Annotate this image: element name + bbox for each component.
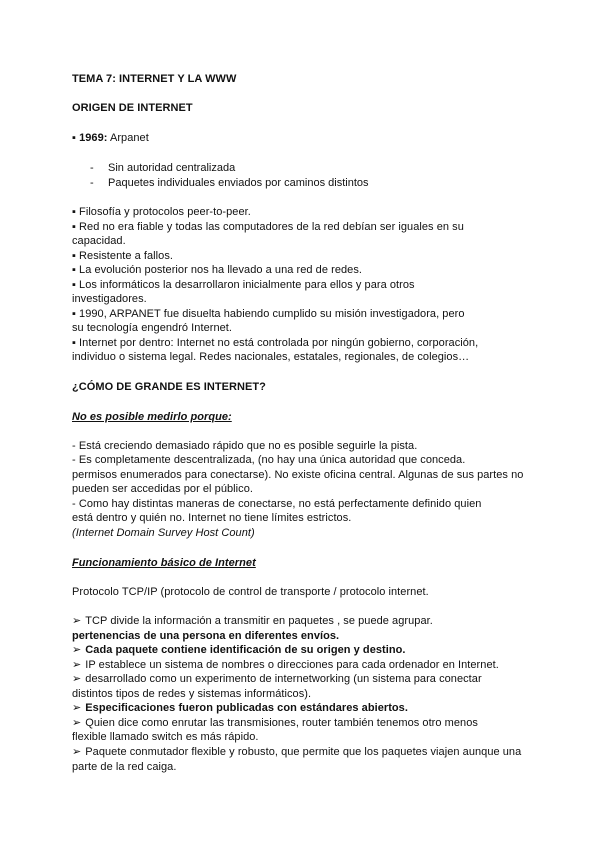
bullet-line: individuo o sistema legal. Redes nacionales, estatales, regionales, de colegios…: [72, 351, 470, 363]
arrow-icon: ➢: [72, 717, 82, 729]
arrow-item: [72, 745, 521, 759]
arrow-icon: ➢: [72, 644, 82, 656]
source-note: (Internet Domain Survey Host Count): [72, 527, 255, 539]
bullet-line: investigadores.: [72, 293, 147, 305]
bullet-line: ▪ Los informáticos la desarrollaron inicialmente para ellos y para otros: [72, 279, 415, 291]
arrow-item-text: IP establece un sistema de nombres o direcciones para cada ordenador en Internet.: [85, 659, 499, 671]
bullet-line: su tecnología engendró Internet.: [72, 322, 232, 334]
dash-marker: -: [90, 177, 94, 189]
arrow-item-text: TCP divide la información a transmitir en paquetes , se puede agrupar.: [85, 615, 433, 627]
bullet-line: ▪ Filosofía y protocolos peer-to-peer.: [72, 206, 251, 218]
bullet-line: capacidad.: [72, 235, 126, 247]
sub-item: Paquetes individuales enviados por caminos distintos: [108, 177, 369, 189]
body-line: pueden ser accedidas por el público.: [72, 483, 253, 495]
continuation-line: pertenencias de una persona en diferentes envíos.: [72, 630, 340, 642]
body-line: - Como hay distintas maneras de conectarse, no está perfectamente definido quien: [72, 498, 482, 510]
continuation-line: parte de la red caiga.: [72, 761, 177, 773]
subheading-functioning: Funcionamiento básico de Internet: [72, 557, 256, 569]
body-line: - Está creciendo demasiado rápido que no es posible seguirle la pista.: [72, 440, 418, 452]
continuation-line: flexible llamado switch es más rápido.: [72, 731, 259, 743]
bullet-line: ▪ Internet por dentro: Internet no está controlada por ningún gobierno, corporación,: [72, 337, 479, 349]
continuation-line: distintos tipos de redes y sistemas informáticos).: [72, 688, 312, 700]
sub-item: Sin autoridad centralizada: [108, 162, 236, 174]
bullet-line: ▪ 1990, ARPANET fue disuelta habiendo cumplido su misión investigadora, pero: [72, 308, 465, 320]
arrow-icon: ➢: [72, 615, 82, 627]
arrow-icon: ➢: [72, 659, 82, 671]
section-heading-size: ¿CÓMO DE GRANDE ES INTERNET?: [72, 381, 266, 393]
arrow-item: [72, 614, 433, 628]
arrow-item: [72, 701, 408, 715]
section-heading-origen: ORIGEN DE INTERNET: [72, 102, 193, 114]
body-line: está dentro y quién no. Internet no tiene límites estrictos.: [72, 512, 352, 524]
bullet-line: ▪ Red no era fiable y todas las computadores de la red debían ser iguales en su: [72, 221, 464, 233]
arrow-icon: ➢: [72, 673, 82, 685]
arrow-icon: ➢: [72, 746, 82, 758]
intro-line: Protocolo TCP/IP (protocolo de control de transporte / protocolo internet.: [72, 586, 429, 598]
arrow-item: [72, 658, 499, 672]
bullet-line: ▪ Resistente a fallos.: [72, 250, 173, 262]
subheading-measure: No es posible medirlo porque:: [72, 411, 232, 423]
body-line: - Es completamente descentralizada, (no hay una única autoridad que conceda.: [72, 454, 466, 466]
arrow-item-text: Cada paquete contiene identificación de su origen y destino.: [85, 644, 406, 656]
arrow-item: [72, 672, 482, 686]
arrow-item-text: Paquete conmutador flexible y robusto, que permite que los paquetes viajen aunque una: [85, 746, 522, 758]
year-bullet: ▪: [72, 132, 76, 144]
bullet-line: ▪ La evolución posterior nos ha llevado a una red de redes.: [72, 264, 362, 276]
dash-marker: -: [90, 162, 94, 174]
year-text: Arpanet: [109, 132, 149, 144]
arrow-item-text: Quien dice como enrutar las transmisiones, router también tenemos otro menos: [85, 717, 478, 729]
year-label: 1969:: [79, 132, 108, 144]
arrow-item: [72, 716, 478, 730]
year-line: [72, 131, 149, 145]
arrow-icon: ➢: [72, 702, 82, 714]
body-line: permisos enumerados para conectarse). No existe oficina central. Algunas de sus partes no: [72, 469, 524, 481]
arrow-item-text: desarrollado como un experimento de internetworking (un sistema para conectar: [85, 673, 482, 685]
arrow-item-text: Especificaciones fueron publicadas con estándares abiertos.: [85, 702, 408, 714]
arrow-item: [72, 643, 406, 657]
document-title: TEMA 7: INTERNET Y LA WWW: [72, 73, 237, 85]
